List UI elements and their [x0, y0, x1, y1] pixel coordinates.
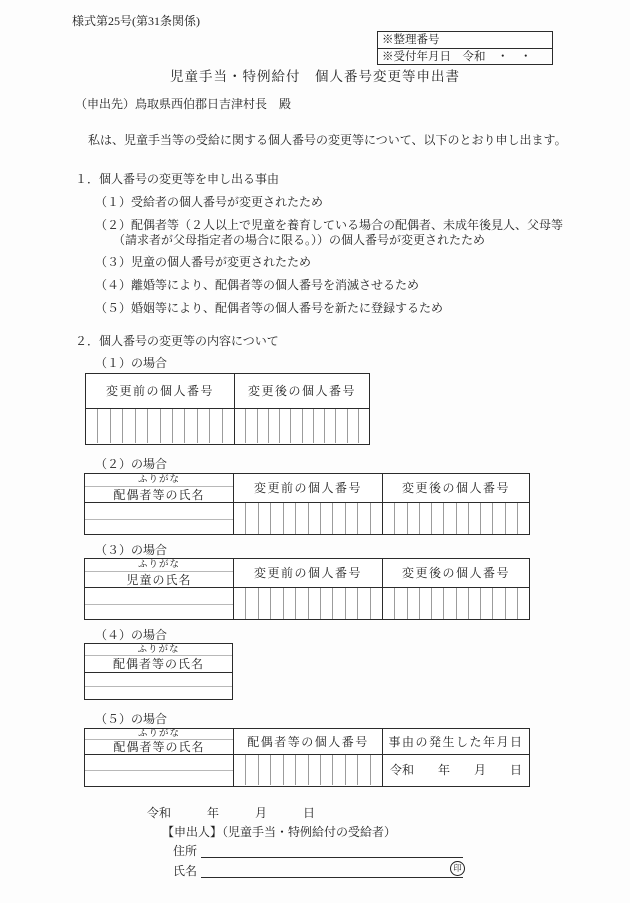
digit-cell	[468, 503, 480, 534]
reason-item-3: （３）児童の個人番号が変更されたため	[95, 255, 312, 269]
digit-cell	[335, 409, 346, 443]
digit-cell	[245, 755, 257, 785]
digit-cell	[295, 503, 307, 534]
digit-cell	[209, 409, 221, 443]
applicant-heading: 【申出人】（児童手当・特例給付の受給者）	[162, 825, 397, 839]
digit-cell	[245, 503, 257, 534]
digit-cell	[431, 503, 443, 534]
digit-cell	[308, 755, 320, 785]
digit-cell	[505, 503, 517, 534]
case5-date-header: 事由の発生した年月日	[383, 729, 529, 755]
addressee-line: （申出先）鳥取県西伯郡日吉津村長 殿	[75, 97, 292, 111]
case2-before-header: 変更前の個人番号	[234, 474, 382, 503]
digit-cell	[283, 503, 295, 534]
case3-furigana-label: ふりがな	[85, 559, 233, 572]
case3-label: （３）の場合	[95, 543, 168, 557]
form-number: 様式第25号(第31条関係)	[72, 14, 200, 28]
case2-before-number-cells	[234, 503, 382, 534]
case3-table	[84, 558, 530, 620]
digit-cell	[357, 755, 369, 785]
digit-cell	[135, 409, 147, 443]
case2-name-header: 配偶者等の氏名	[85, 487, 233, 503]
case5-table	[84, 728, 530, 787]
digit-cell	[258, 503, 270, 534]
case3-before-number-cells	[234, 588, 382, 619]
digit-cell	[279, 409, 290, 443]
digit-cell	[443, 588, 455, 619]
digit-cell	[492, 503, 504, 534]
case4-name-header: 配偶者等の氏名	[85, 656, 232, 673]
digit-cell	[332, 755, 344, 785]
case3-after-header: 変更後の個人番号	[383, 559, 529, 588]
digit-cell	[295, 588, 307, 619]
reason-item-2-line1: （２）配偶者等（２人以上で児童を養育している場合の配偶者、未成年後見人、父母等	[95, 218, 564, 232]
digit-cell	[324, 409, 335, 443]
digit-cell	[431, 588, 443, 619]
form-title: 児童手当・特例給付 個人番号変更等申出書	[170, 69, 460, 84]
digit-cell	[313, 409, 324, 443]
digit-cell	[370, 588, 382, 619]
case2-furigana-label: ふりがな	[85, 474, 233, 487]
case5-name-header: 配偶者等の氏名	[85, 740, 233, 755]
digit-cell	[492, 588, 504, 619]
case3-after-number-cells	[383, 588, 529, 619]
intro-text: 私は、児童手当等の受給に関する個人番号の変更等について、以下のとおり申し出ます。	[88, 133, 567, 147]
digit-cell	[258, 588, 270, 619]
digit-cell	[456, 588, 468, 619]
digit-cell	[320, 588, 332, 619]
case1-before-header: 変更前の個人番号	[86, 374, 234, 409]
digit-cell	[268, 409, 279, 443]
case1-after-number-cells	[235, 409, 369, 443]
digit-cell	[332, 588, 344, 619]
digit-cell	[184, 409, 196, 443]
digit-cell	[505, 588, 517, 619]
digit-cell	[270, 755, 282, 785]
case5-name-entry-row	[85, 771, 233, 786]
digit-cell	[370, 503, 382, 534]
digit-cell	[383, 503, 394, 534]
admin-box	[377, 31, 553, 65]
digit-cell	[347, 409, 358, 443]
case5-date-entry: 令和 年 月 日	[389, 763, 522, 777]
case5-label: （５）の場合	[95, 712, 168, 726]
section2-heading: ２．個人番号の変更等の内容について	[75, 334, 279, 348]
case2-table	[84, 473, 530, 535]
digit-cell	[245, 409, 256, 443]
digit-cell	[160, 409, 172, 443]
case4-label: （４）の場合	[95, 628, 168, 642]
reason-item-1: （１）受給者の個人番号が変更されたため	[95, 195, 324, 209]
case2-label: （２）の場合	[95, 457, 168, 471]
case4-name-entry-row	[85, 687, 232, 699]
digit-cell	[235, 409, 245, 443]
digit-cell	[197, 409, 209, 443]
footer-date-line: 令和 年 月 日	[147, 806, 316, 820]
digit-cell	[456, 503, 468, 534]
reason-item-5: （５）婚姻等により、配偶者等の個人番号を新たに登録するため	[95, 301, 444, 315]
digit-cell	[172, 409, 184, 443]
digit-cell	[222, 409, 234, 443]
name-label: 氏名	[173, 864, 198, 878]
digit-cell	[245, 588, 257, 619]
digit-cell	[480, 588, 492, 619]
digit-cell	[122, 409, 134, 443]
case1-table	[85, 373, 370, 445]
digit-cell	[370, 755, 382, 785]
case5-furigana-entry-row	[85, 755, 233, 771]
digit-cell	[407, 503, 419, 534]
digit-cell	[419, 503, 431, 534]
address-entry-line	[201, 857, 463, 858]
digit-cell	[443, 503, 455, 534]
digit-cell	[258, 755, 270, 785]
address-label: 住所	[173, 844, 198, 858]
case3-name-header: 児童の氏名	[85, 572, 233, 588]
digit-cell	[257, 409, 268, 443]
reason-item-2-line2: （請求者が父母指定者の場合に限る。））の個人番号が変更されたため	[113, 233, 486, 247]
digit-cell	[290, 409, 301, 443]
digit-cell	[517, 588, 529, 619]
digit-cell	[295, 755, 307, 785]
case3-name-entry-row	[85, 605, 233, 619]
digit-cell	[383, 588, 394, 619]
case5-number-cells	[234, 755, 382, 785]
digit-cell	[394, 588, 406, 619]
case5-number-header: 配偶者等の個人番号	[234, 729, 382, 755]
digit-cell	[97, 409, 109, 443]
case4-furigana-entry-row	[85, 673, 232, 687]
digit-cell	[419, 588, 431, 619]
digit-cell	[270, 503, 282, 534]
case2-after-header: 変更後の個人番号	[383, 474, 529, 503]
case5-furigana-label: ふりがな	[85, 729, 233, 740]
digit-cell	[480, 503, 492, 534]
seal-mark: 印	[450, 861, 465, 876]
digit-cell	[110, 409, 122, 443]
digit-cell	[517, 503, 529, 534]
case2-after-number-cells	[383, 503, 529, 534]
digit-cell	[332, 503, 344, 534]
digit-cell	[302, 409, 313, 443]
admin-serial-row: ※整理番号	[378, 32, 552, 49]
digit-cell	[86, 409, 97, 443]
digit-cell	[468, 588, 480, 619]
digit-cell	[283, 588, 295, 619]
digit-cell	[320, 755, 332, 785]
digit-cell	[358, 409, 369, 443]
digit-cell	[357, 503, 369, 534]
digit-cell	[283, 755, 295, 785]
digit-cell	[147, 409, 159, 443]
digit-cell	[320, 503, 332, 534]
digit-cell	[357, 588, 369, 619]
digit-cell	[234, 503, 245, 534]
case3-before-header: 変更前の個人番号	[234, 559, 382, 588]
digit-cell	[394, 503, 406, 534]
case2-name-entry-row	[85, 520, 233, 534]
admin-date-row: ※受付年月日 令和 ・ ・	[382, 51, 532, 63]
digit-cell	[308, 503, 320, 534]
section1-heading: １．個人番号の変更等を申し出る事由	[75, 172, 280, 186]
case1-before-number-cells	[86, 409, 234, 443]
reason-item-4: （４）離婚等により、配偶者等の個人番号を消滅させるため	[95, 278, 420, 292]
digit-cell	[234, 755, 245, 785]
digit-cell	[345, 588, 357, 619]
digit-cell	[234, 588, 245, 619]
case1-label: （１）の場合	[95, 356, 168, 370]
digit-cell	[345, 755, 357, 785]
name-entry-line	[201, 877, 463, 878]
digit-cell	[270, 588, 282, 619]
case2-furigana-entry-row	[85, 503, 233, 520]
digit-cell	[407, 588, 419, 619]
case1-after-header: 変更後の個人番号	[235, 374, 369, 409]
case4-table	[84, 643, 233, 700]
digit-cell	[345, 503, 357, 534]
digit-cell	[308, 588, 320, 619]
case4-furigana-label: ふりがな	[85, 644, 232, 656]
case3-furigana-entry-row	[85, 588, 233, 605]
